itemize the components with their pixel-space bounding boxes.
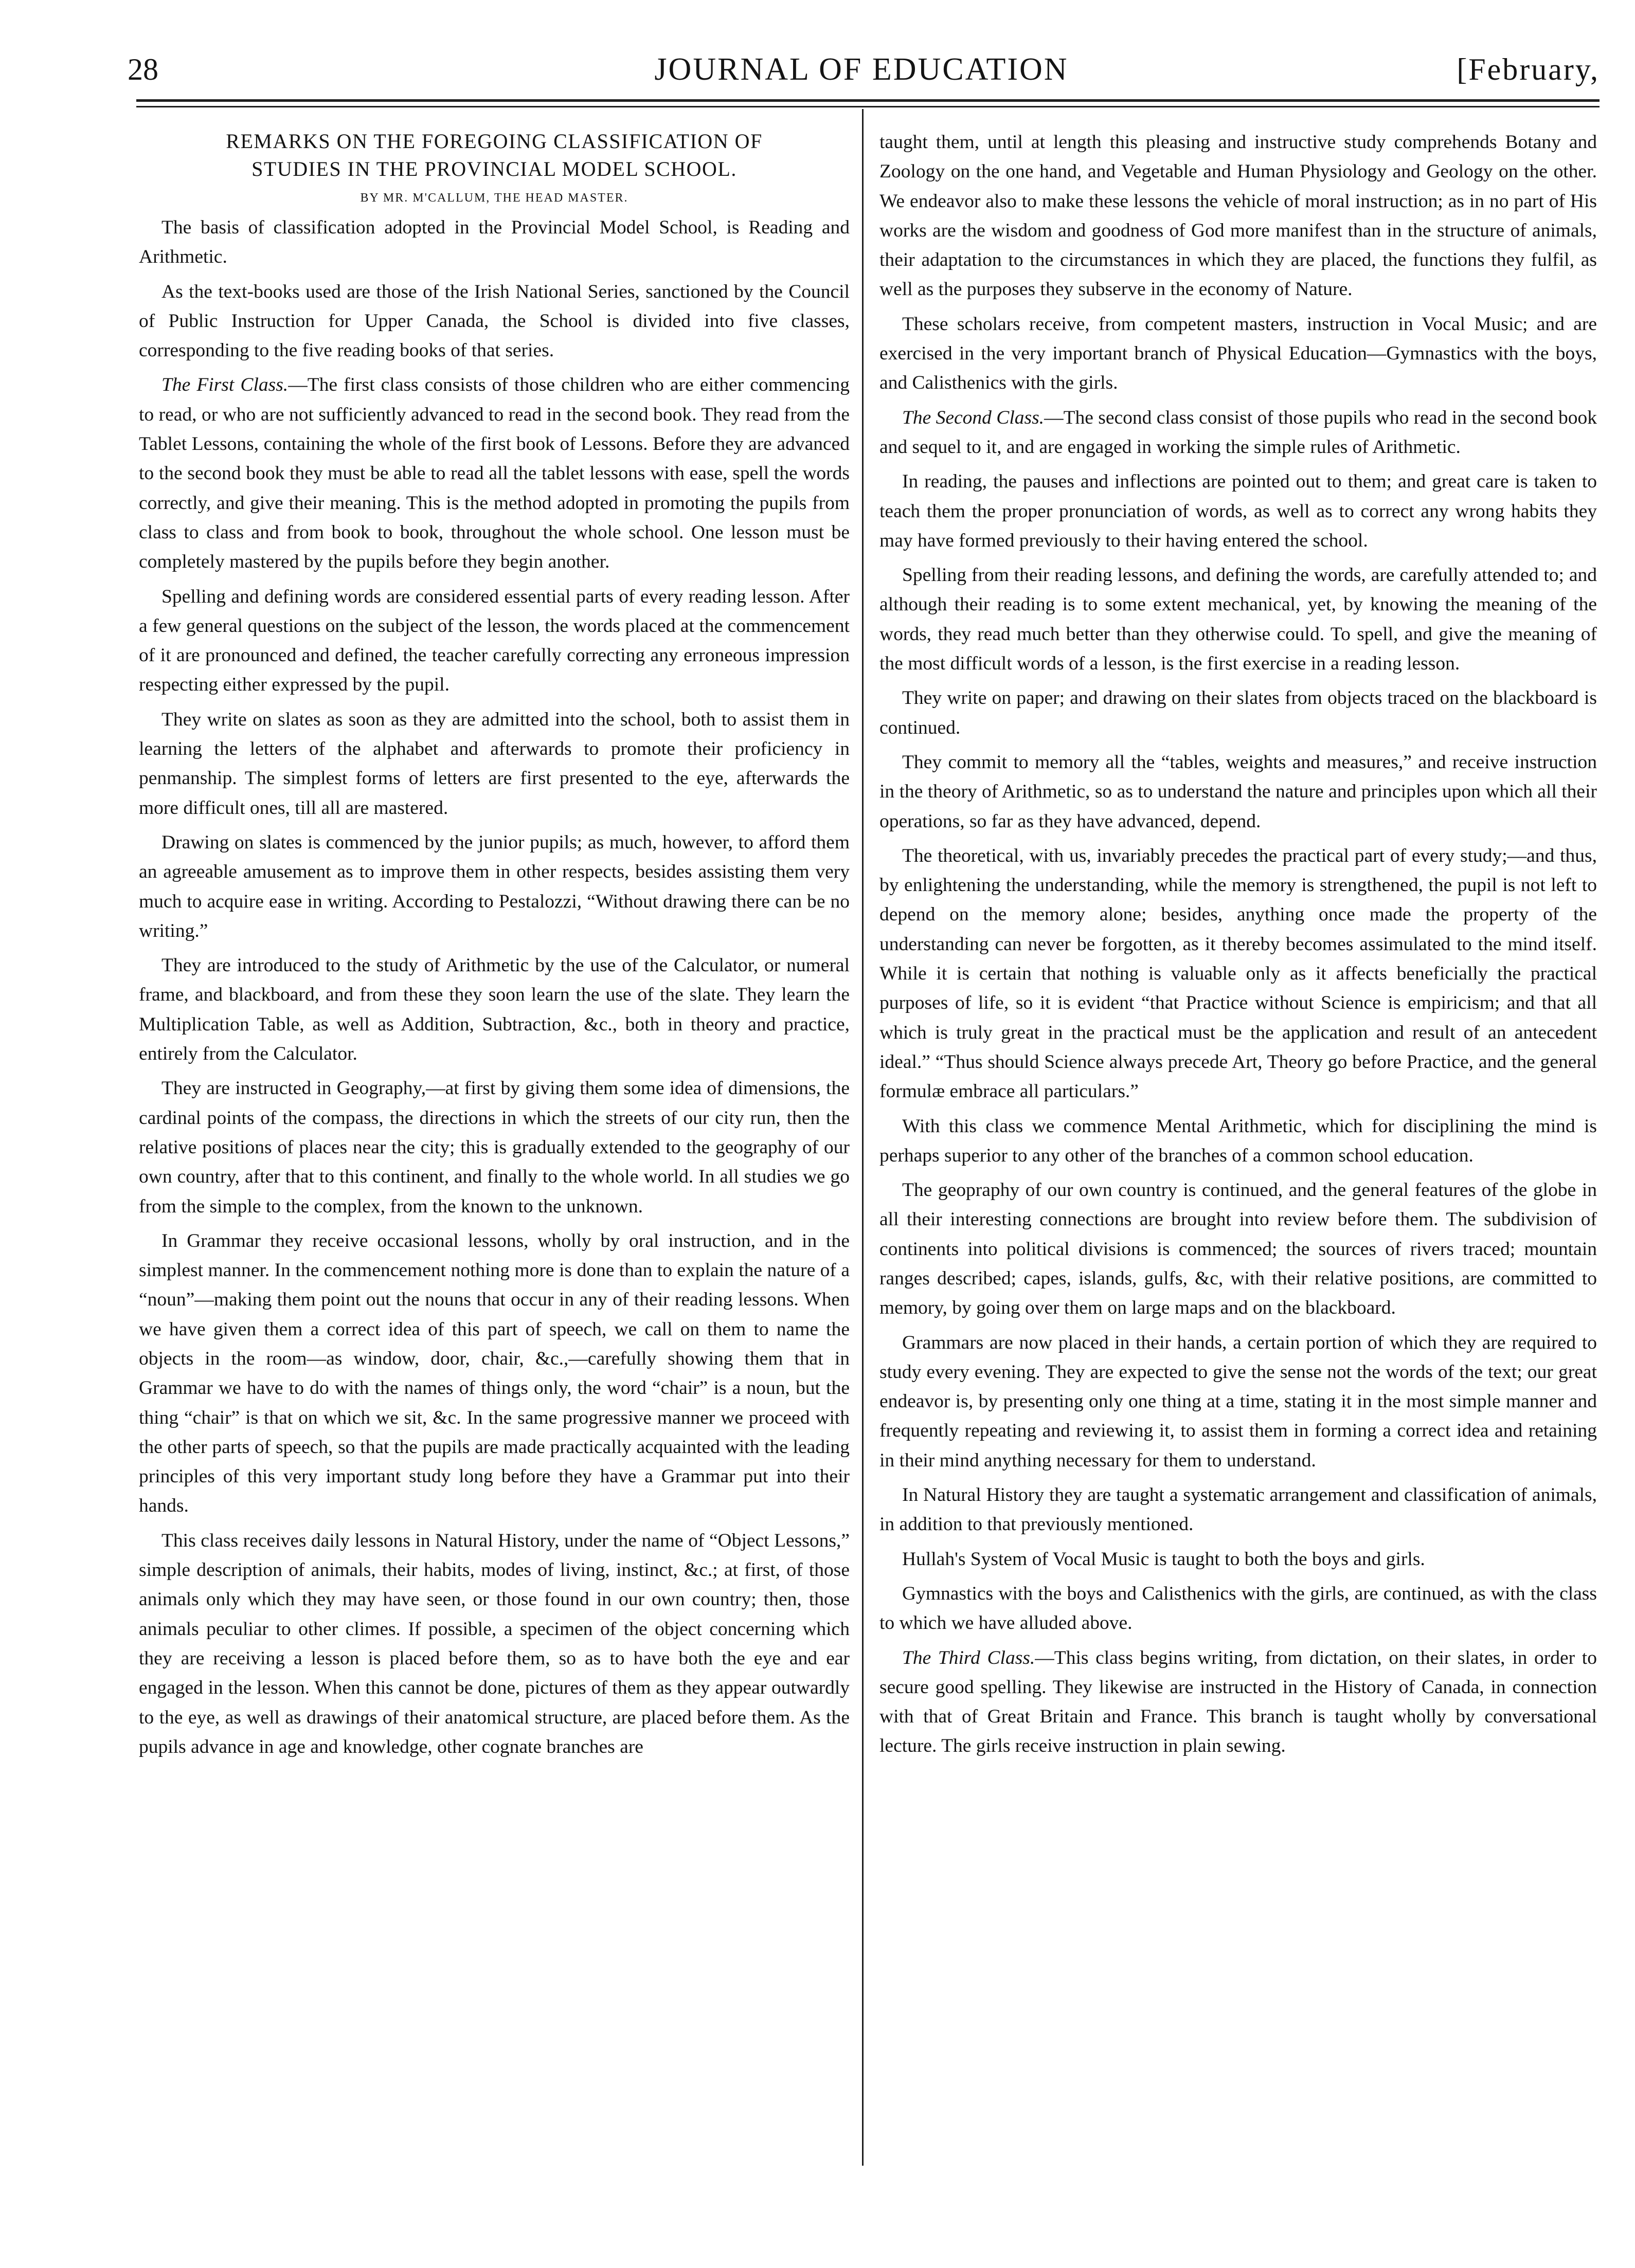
paragraph: They commit to memory all the “tables, weights and measures,” and receive instruction in the theory of Arithmetic, so as to understand the nature and principles upon which all their operations, so far as they have advanced, depend. bbox=[879, 751, 1597, 832]
paragraph: As the text-books used are those of the Irish National Series, sanctioned by the Council of Public Instruction for Upper Canada, the School is divided into five classes, corresponding to the five reading books of that series. bbox=[139, 281, 850, 361]
paragraph bbox=[879, 1643, 1597, 1761]
paragraph-text: —The second class consist of those pupils who read in the second book and sequel to it, and are engaged in working the simple rules of Arithmetic. bbox=[879, 407, 1597, 458]
paragraph: The geopraphy of our own country is continued, and the general features of the globe in all their interesting connections are brought into review before them. The subdivision of continents into political divisions is commenced; the sources of rivers traced; mountain ranges described; capes, islands, gulfs, &c, with their relative positions, are committed to memory, by going over them on large maps and on the blackboard. bbox=[879, 1180, 1597, 1319]
paragraph: These scholars receive, from competent masters, instruction in Vocal Music; and are exercised in the very important branch of Physical Education—Gymnastics with the boys, and Calisthenics with the girls. bbox=[879, 313, 1597, 394]
paragraph: Grammars are now placed in their hands, a certain portion of which they are required to study every evening. They are expected to give the sense not the words of the text; our great endeavor is, by presenting only one thing at a time, stating it in the most simple manner and frequently repeating and reviewing it, to assist them in forming a correct idea and retaining in their mind anything necessary for them to understand. bbox=[879, 1332, 1597, 1471]
right-column bbox=[879, 128, 1597, 1766]
paragraph: They are introduced to the study of Arithmetic by the use of the Calculator, or numeral frame, and blackboard, and from these they soon learn the use of the slate. They learn the Multiplication Table, as well as Addition, Subtraction, &c., both in theory and practice, entirely from the Calculator. bbox=[139, 955, 850, 1065]
paragraph: This class receives daily lessons in Natural History, under the name of “Object Lessons,” simple description of animals, their habits, modes of living, instinct, &c.; at first, of those animals only which they may have seen, or those found in our own country; then, those animals peculiar to other climes. If possible, a specimen of the object concerning which they are receiving a lesson is placed before them, so as to have both the eye and ear engaged in the lesson. When this cannot be done, pictures of them as they appear outwardly to the eye, as well as drawings of their anatomical structure, are placed before them. As the pupils advance in age and knowledge, other cognate branches are bbox=[139, 1530, 850, 1757]
article-title-line-2: STUDIES IN THE PROVINCIAL MODEL SCHOOL. bbox=[251, 157, 737, 180]
header-rule-thin bbox=[136, 106, 1600, 107]
paragraph: They write on slates as soon as they are admitted into the school, both to assist them in learning the letters of the alphabet and afterwards to promote their proficiency in penmanship. The simplest forms of letters are first presented to the eye, afterwards the more difficult ones, till all are mastered. bbox=[139, 709, 850, 819]
paragraph: They are instructed in Geography,—at first by giving them some idea of dimensions, the cardinal points of the compass, the directions in which the streets of our city run, then the relative positions of places near the city; this is gradually extended to the geography of our own country, after that to this continent, and finally to the whole world. In all studies we go from the simple to the complex, from the known to the unknown. bbox=[139, 1078, 850, 1217]
paragraph bbox=[139, 370, 850, 576]
left-column bbox=[139, 128, 850, 1767]
page-header bbox=[123, 49, 1600, 95]
issue-month: [February, bbox=[1457, 52, 1600, 86]
paragraph: The theoretical, with us, invariably precedes the practical part of every study;—and thus, by enlightening the understanding, while the memory is strengthened, the pupil is not left to depend on the memory alone; besides, anything once made the property of the understanding can never be forgotten, as it thereby becomes assimulated to the mind itself. While it is certain that nothing is valuable only as it affects beneficially the practical purposes of life, so it is evident “that Practice without Science is empiricism; and that all which is truly great in the practical must be the application and result of an antecedent ideal.” “Thus should Science always precede Art, Theory go before Practice, and the general formulæ embrace all particulars.” bbox=[879, 845, 1597, 1102]
paragraph: They write on paper; and drawing on their slates from objects traced on the blackboard is continued. bbox=[879, 687, 1597, 738]
paragraph-text: —The first class consists of those children who are either commencing to read, or who are not sufficiently advanced to read in the second book. They read from the Tablet Lessons, containing the whole of the first book of Lessons. Before they are advanced to the second book they must be able to read all the tablet lessons with ease, spell the words correctly, and give their meaning. This is the method adopted in promoting the pupils from class to class and from book to book, throughout the whole school. One lesson must be completely mastered by the pupils before they begin another. bbox=[139, 374, 850, 573]
paragraph: Drawing on slates is commenced by the junior pupils; as much, however, to afford them an agreeable amusement as to improve them in other respects, besides assisting them very much to acquire ease in writing. According to Pestalozzi, “Without drawing there can be no writing.” bbox=[139, 831, 850, 941]
article-title bbox=[139, 128, 850, 183]
paragraph bbox=[879, 403, 1597, 462]
header-rule-thick bbox=[136, 99, 1600, 102]
paragraph: In Natural History they are taught a systematic arrangement and classification of animals, in addition to that previously mentioned. bbox=[879, 1484, 1597, 1535]
paragraph: Gymnastics with the boys and Calisthenics with the girls, are continued, as with the class to which we have alluded above. bbox=[879, 1583, 1597, 1634]
page-number: 28 bbox=[128, 52, 158, 86]
class-heading: The First Class. bbox=[161, 374, 289, 396]
paragraph: taught them, until at length this pleasing and instructive study comprehends Botany and Zoology on the one hand, and Vegetable and Human Physiology and Geology on the other. We endeavor also to make these lessons the vehicle of moral instruction; as in no part of His works are the wisdom and goodness of God more manifest than in the structure of animals, their adaptation to the circumstances in which they are placed, the functions they fulfil, as well as the purposes they subserve in the economy of Nature. bbox=[879, 132, 1597, 300]
paragraph-text: —This class begins writing, from dictation, on their slates, in order to secure good spelling. They likewise are instructed in the History of Canada, in connection with that of Great Britain and France. This branch is taught wholly by conversational lecture. The girls receive instruction in plain sewing. bbox=[879, 1647, 1597, 1757]
article-title-line-1: REMARKS ON THE FOREGOING CLASSIFICATION OF bbox=[226, 130, 763, 153]
journal-title: JOURNAL OF EDUCATION bbox=[654, 52, 1069, 87]
class-heading: The Third Class. bbox=[902, 1647, 1035, 1668]
paragraph: The basis of classification adopted in the Provincial Model School, is Reading and Arithmetic. bbox=[139, 217, 850, 268]
paragraph: In Grammar they receive occasional lessons, wholly by oral instruction, and in the simplest manner. In the commencement nothing more is done than to explain the nature of a “noun”—making them point out the nouns that occur in any of their reading lessons. When we have given them a correct idea of this part of speech, we call on them to name the objects in the room—as window, door, chair, &c.,—carefully showing them that in Grammar we have to do with the names of things only, the word “chair” is a noun, but the thing “chair” is that on which we sit, &c. In the same progressive manner we proceed with the other parts of speech, so that the pupils are made practically acquainted with the leading principles of this very important study long before they have a Grammar put into their hands. bbox=[139, 1230, 850, 1517]
article-byline: BY MR. M'CALLUM, THE HEAD MASTER. bbox=[360, 191, 628, 205]
paragraph: Spelling from their reading lessons, and defining the words, are carefully attended to; and although their reading is to some extent mechanical, yet, by knowing the meaning of the words, they read much better than they otherwise could. To spell, and give the meaning of the most difficult words of a lesson, is the first exercise in a reading lesson. bbox=[879, 565, 1597, 675]
paragraph: With this class we commence Mental Arithmetic, which for disciplining the mind is perhaps superior to any other of the branches of a common school education. bbox=[879, 1115, 1597, 1166]
class-heading: The Second Class. bbox=[902, 407, 1045, 428]
paragraph: Spelling and defining words are considered essential parts of every reading lesson. After a few general questions on the subject of the lesson, the words placed at the commencement of it are pronounced and defined, the teacher carefully correcting any erroneous impression respecting either expressed by the pupil. bbox=[139, 586, 850, 696]
paragraph: Hullah's System of Vocal Music is taught to both the boys and girls. bbox=[902, 1548, 1425, 1570]
column-divider bbox=[862, 109, 864, 2166]
paragraph: In reading, the pauses and inflections are pointed out to them; and great care is taken to teach them the proper pronunciation of words, as well as to correct any wrong habits they may have formed previously to their having entered the school. bbox=[879, 471, 1597, 551]
